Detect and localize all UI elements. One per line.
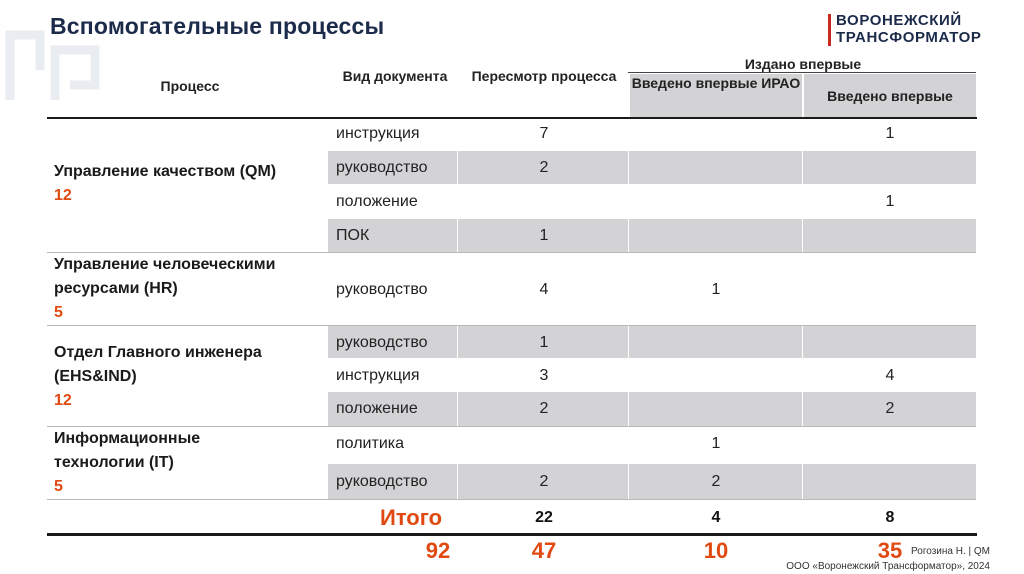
footer-company: ООО «Воронежский Трансформатор», 2024: [786, 561, 990, 572]
doc-type-cell: положение: [336, 400, 418, 417]
company-logo: [828, 12, 1008, 48]
doc-type-cell: политика: [336, 435, 404, 452]
header-revision: Пересмотр процесса: [471, 68, 617, 84]
revision-cell: 2: [539, 400, 549, 417]
footer-author: Рогозина Н. | QM: [911, 546, 990, 557]
first-cell: 4: [885, 367, 895, 384]
process-count: 5: [54, 304, 63, 321]
process-count: 5: [54, 478, 63, 495]
process-name: Управление человеческими ресурсами (HR): [54, 256, 276, 297]
header-doc-type: Вид документа: [342, 68, 448, 84]
process-group-qm: [54, 160, 324, 208]
first-cell: 1: [885, 125, 895, 142]
totals-first: 8: [885, 509, 895, 526]
header-process: Процесс: [160, 78, 220, 94]
revision-cell: 1: [539, 227, 549, 244]
first-cell: 2: [885, 400, 895, 417]
logo-line-1: ВОРОНЕЖСКИЙ: [836, 12, 962, 29]
doc-type-cell: инструкция: [336, 125, 420, 142]
revision-cell: 2: [539, 159, 549, 176]
header-introduced-irao: Введено впервые ИРАО: [630, 74, 802, 118]
doc-type-cell: руководство: [336, 159, 428, 176]
process-name: Отдел Главного инженера (EHS&IND): [54, 344, 262, 385]
totals-revision: 22: [535, 509, 553, 526]
irao-cell: 1: [711, 435, 721, 452]
doc-type-cell: инструкция: [336, 367, 420, 384]
revision-cell: 7: [539, 125, 549, 142]
process-group-it: [54, 427, 284, 499]
process-count: 12: [54, 392, 72, 409]
process-group-ehs: [54, 341, 314, 413]
doc-type-cell: ПОК: [336, 227, 370, 244]
revision-cell: 3: [539, 367, 549, 384]
revision-cell: 4: [539, 281, 549, 298]
process-name: Информационные технологии (IT): [54, 430, 201, 471]
logo-line-2: ТРАНСФОРМАТОР: [836, 29, 982, 46]
doc-type-cell: руководство: [336, 473, 428, 490]
doc-type-cell: руководство: [336, 334, 428, 351]
process-count: 12: [54, 187, 72, 204]
revision-cell: 1: [539, 334, 549, 351]
process-name: Управление качеством (QM): [54, 163, 277, 180]
revision-cell: 2: [539, 473, 549, 490]
header-issued-first: Издано впервые: [744, 56, 862, 72]
grand-first: 35: [877, 538, 903, 563]
grand-total: 92: [425, 538, 451, 563]
totals-label: Итого: [380, 505, 443, 530]
grand-revision: 47: [531, 538, 557, 563]
page-title: Вспомогательные процессы: [50, 13, 385, 39]
doc-type-cell: руководство: [336, 281, 428, 298]
logo-bar: [828, 14, 831, 46]
totals-irao: 4: [711, 509, 721, 526]
doc-type-cell: положение: [336, 193, 418, 210]
grand-irao: 10: [703, 538, 729, 563]
first-cell: 1: [885, 193, 895, 210]
irao-cell: 2: [711, 473, 721, 490]
irao-cell: 1: [711, 281, 721, 298]
header-introduced-first: Введено впервые: [804, 74, 976, 118]
process-group-hr: [54, 253, 324, 325]
